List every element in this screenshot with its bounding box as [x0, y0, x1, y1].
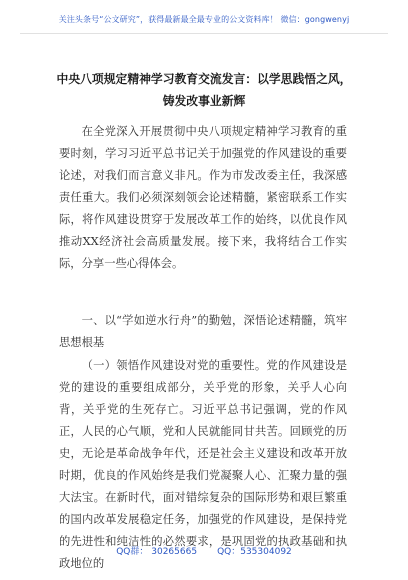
- footer-contacts: [0, 544, 408, 557]
- footer-qq-group: QQ群： 30265665: [116, 547, 198, 557]
- title-line-1: 中央八项规定精神学习教育交流发言：以学思践悟之风，: [56, 72, 352, 86]
- header-banner: 关注头条号“公文研究”，获得最新最全最专业的公文资料库！ 微信：gongwenyj: [58, 15, 350, 24]
- paragraph-subsection-1: （一）领悟作风建设对党的重要性。党的作风建设是党的建设的重要组成部分，关乎党的形象，关乎人心向背，关乎党的生死存亡。习近平总书记强调，党的作风正，人民的心气顺，党和人民就能同甘共苦。回顾党的历史，无论是革命战争年代，还是社会主义建设和改革开放时期，优良的作风始终是我们党凝聚人心、汇聚力量的强大法宝。在新时代，面对错综复杂的国际形势和艰巨繁重的国内改革发展稳定任务，加强党的作风建设，是保持党的先进性和纯洁性的必然要求，是巩固党的执政基础和执政地位的: [59, 359, 347, 570]
- paragraph-intro: 在全党深入开展贯彻中央八项规定精神学习教育的重要时刻，学习习近平总书记关于加强党的作风建设的重要论述，对我们而言意义非凡。作为市发改委主任，我深感责任重大。我们必须深刻领会论述精髓，紧密联系工作实际，将作风建设贯穿于发展改革工作的始终，以优良作风推动XX经济社会高质量发展。接下来，我将结合工作实际，分享一些心得体会。: [59, 125, 347, 270]
- footer-qq: QQ：535304092: [217, 547, 292, 557]
- title-line-2: 铸发改事业新辉: [162, 94, 246, 108]
- section-heading: 一、以“学如逆水行舟”的勤勉，深悟论述精髓，筑牢思想根基: [59, 314, 347, 349]
- header-divider: [20, 33, 388, 34]
- document-title: [40, 68, 368, 112]
